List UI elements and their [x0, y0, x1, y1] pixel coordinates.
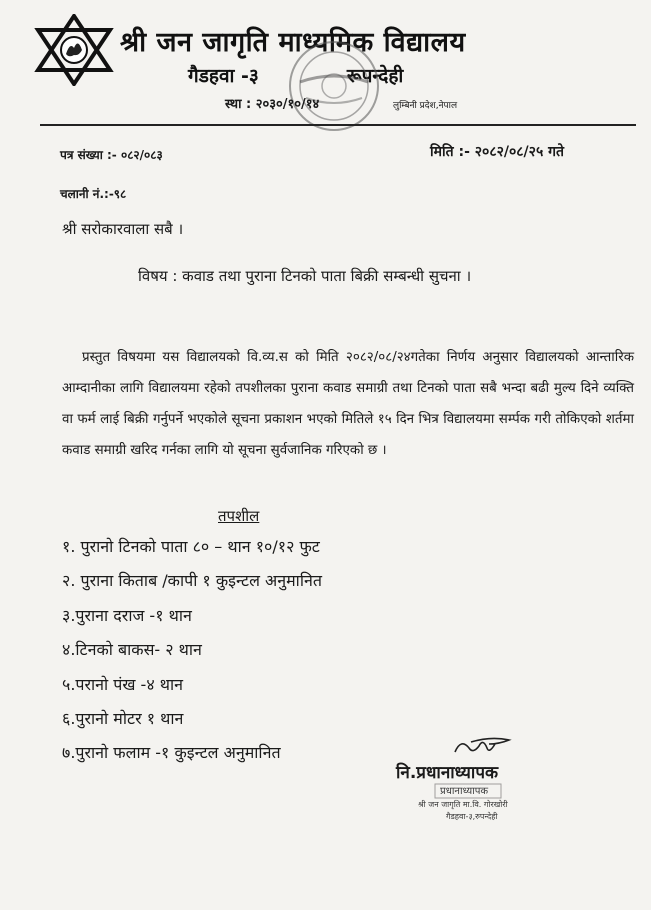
province: लुम्बिनी प्रदेश,नेपाल — [393, 101, 458, 111]
stamp-text: गैडहवा-३,रुपन्देही — [446, 812, 498, 821]
list-item: २. पुराना किताब /कापी १ कुइन्टल अनुमानित — [62, 571, 322, 591]
list-item: ३.पुराना दराज -१ थान — [62, 605, 192, 625]
details-list — [62, 530, 322, 771]
notice-body: प्रस्तुत विषयमा यस विद्यालयको वि.व्य.स को मिति २०८२/०८/२४गतेका निर्णय अनुसार विद्यालयको आन्तारिक आम्दानीका लागि विद्यालयमा रहेको तपशीलका पुराना कवाड समाग्री तथा टिनको पाता सबै भन्दा बढी मुल्य दिने व्यक्ति वा फर्म लाई बिक्री गर्नुपर्ने भएकोले सूचना प्रकाशन भएको मितिले १५ दिन भित्र विद्यालयमा सर्म्पक गरी तोकिएको शर्तमा कवाड समाग्री खरिद गर्नका लागि यो सूचना सुर्वजानिक गरिएको छ । — [62, 350, 634, 458]
salutation: श्री सरोकारवाला सबै । — [62, 220, 184, 238]
list-item: ६.पुरानो मोटर १ थान — [62, 708, 184, 728]
address-right: रूपन्देही — [346, 65, 404, 87]
address-left: गैडहवा -३ — [188, 65, 259, 87]
nepal-emblem-star-icon — [34, 14, 114, 86]
letter-number: पत्र संख्या :- ०८२/०८३ — [60, 148, 163, 162]
stamp-text: प्रधानाध्यापक — [440, 786, 489, 797]
school-round-seal-icon — [286, 38, 382, 134]
dispatch-number: चलानी नं.:-९८ — [60, 187, 127, 201]
subject-line: विषय : कवाड तथा पुराना टिनको पाता बिक्री सम्बन्धी सुचना । — [138, 267, 472, 285]
school-name: श्री जन जागृति माध्यमिक विद्यालय — [120, 27, 466, 58]
header-divider — [40, 124, 636, 126]
details-heading: तपशील — [218, 507, 260, 525]
list-item: १. पुरानो टिनको पाता ८० – थान १०/१२ फुट — [62, 537, 320, 556]
list-item: ७.पुरानो फलाम -१ कुइन्टल अनुमानित — [62, 743, 281, 763]
list-item: ५.परानो पंख -४ थान — [62, 674, 183, 694]
list-item: ४.टिनको बाकस- २ थान — [62, 640, 202, 660]
signatory-title: नि.प्रधानाध्यापक — [396, 763, 499, 783]
established-date: स्था : २०३०/१०/१४ — [225, 97, 320, 112]
letter-date: मिति :- २०८२/०८/२५ गते — [430, 144, 564, 160]
stamp-text: श्री जन जागृति मा.वि. गोरखोरी — [418, 800, 508, 809]
